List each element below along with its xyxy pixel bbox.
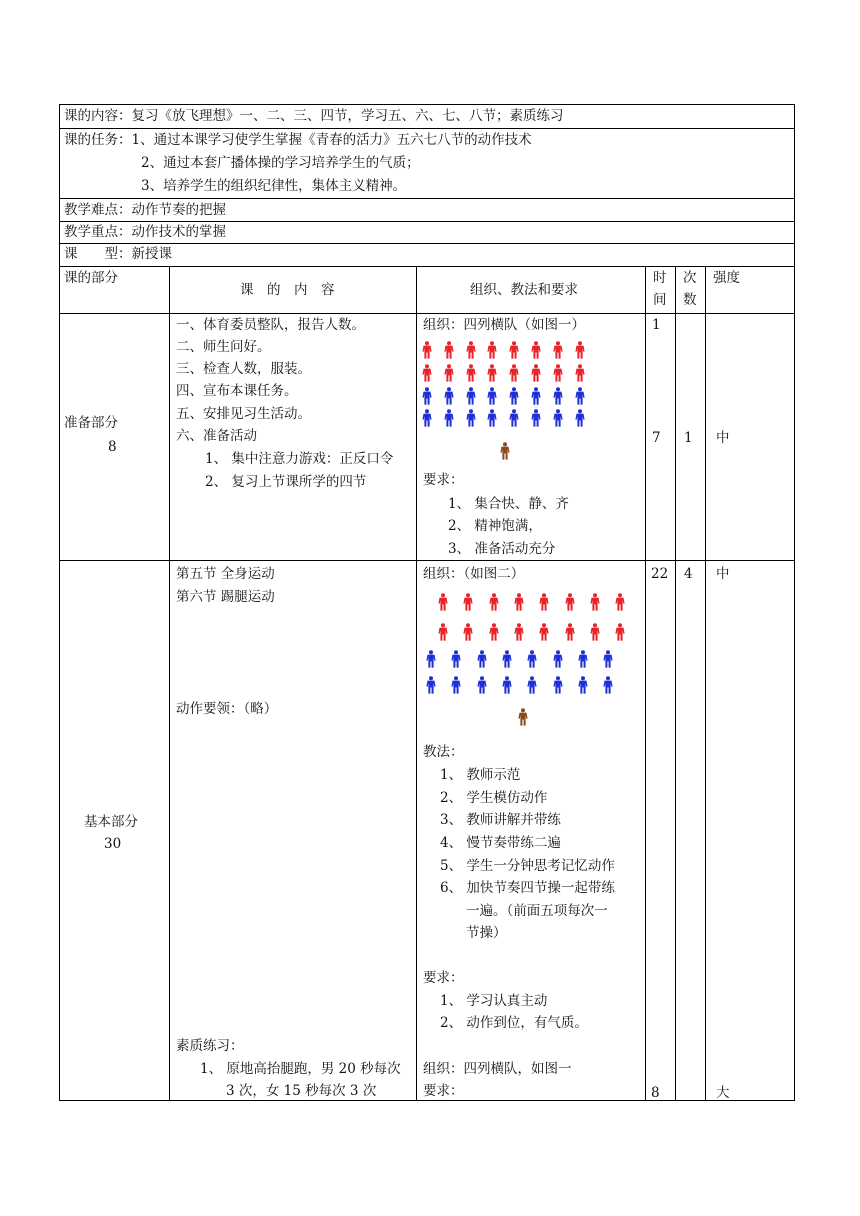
prep-req: 2、 精神饱满， [448,518,542,534]
person-red-icon [590,593,600,611]
person-red-icon [422,364,432,382]
col-header-content: 课 的 内 容 [240,282,335,298]
person-blue-icon [466,387,476,405]
person-red-icon [531,341,541,359]
person-red-icon [444,364,454,382]
person-red-icon [444,341,454,359]
teacher-icon [518,708,528,726]
difficulty-text: 动作节奏的把握 [131,202,226,218]
basic-org-2: 组织：四列横队，如图一 [423,1061,572,1077]
col-header-time-2: 间 [653,292,667,308]
prep-org: 组织：四列横队（如图一） [423,317,585,333]
basic-intensity-b: 大 [716,1085,730,1101]
person-blue-icon [502,650,512,668]
col-header-intensity: 强度 [713,270,740,286]
person-red-icon [531,364,541,382]
basic-req-label: 要求： [423,970,464,986]
prep-req-label: 要求： [423,472,464,488]
person-red-icon [590,623,600,641]
task-item-2: 2、通过本套广播体操的学习培养学生的气质； [141,155,420,171]
person-blue-icon [553,676,563,694]
person-blue-icon [531,387,541,405]
basic-req: 1、 学习认真主动 [440,993,548,1009]
person-red-icon [539,593,549,611]
person-blue-icon [578,676,588,694]
row-divider [59,198,795,199]
column-divider [416,266,417,1101]
column-divider [169,266,170,1101]
task-row [64,130,532,150]
prep-part-name: 准备部分 [64,415,118,431]
method-item: 1、 教师示范 [440,767,521,783]
person-blue-icon [451,676,461,694]
person-red-icon [463,593,473,611]
person-red-icon [565,593,575,611]
person-red-icon [575,364,585,382]
prep-time-a: 1 [652,317,661,333]
person-blue-icon [477,676,487,694]
basic-intensity-a: 中 [716,566,730,582]
person-blue-icon [509,387,519,405]
person-blue-icon [603,650,613,668]
prep-intensity: 中 [716,430,730,446]
quality-label: 素质练习： [176,1038,244,1054]
col-header-time-1: 时 [653,270,667,286]
method-continued: 一遍。（前面五项每次一 [466,903,608,919]
prep-item: 一、体育委员整队，报告人数。 [176,317,365,333]
person-red-icon [489,623,499,641]
person-red-icon [514,623,524,641]
person-red-icon [575,341,585,359]
person-red-icon [487,341,497,359]
person-blue-icon [502,676,512,694]
prep-req: 3、 准备活动充分 [448,541,556,557]
column-divider [645,266,646,1101]
person-blue-icon [575,409,585,427]
basic-essentials: 动作要领：（略） [176,701,278,717]
person-red-icon [615,593,625,611]
focus-text: 动作技术的掌握 [131,224,226,240]
formation-diagram-1 [422,341,622,461]
basic-count: 4 [684,566,693,582]
col-header-count-1: 次 [683,270,697,286]
person-red-icon [615,623,625,641]
basic-req2-label: 要求： [423,1083,464,1099]
basic-req: 2、 动作到位，有气质。 [440,1015,588,1031]
column-divider [705,266,706,1101]
prep-count: 1 [684,430,693,446]
method-item: 3、 教师讲解并带练 [440,812,561,828]
method-item: 5、 学生一分钟思考记忆动作 [440,858,615,874]
person-blue-icon [487,409,497,427]
prep-sub-item: 1、 集中注意力游戏：正反口令 [205,451,394,467]
person-blue-icon [527,650,537,668]
person-blue-icon [553,409,563,427]
content-row [64,106,564,126]
prep-time-b: 7 [652,430,661,446]
person-blue-icon [575,387,585,405]
person-blue-icon [426,650,436,668]
method-item: 6、 加快节奏四节操一起带练 [440,880,615,896]
type-label: 课 型： [64,246,132,262]
person-red-icon [466,341,476,359]
content-label: 课的内容： [64,108,132,124]
person-blue-icon [509,409,519,427]
type-text: 新授课 [131,246,172,262]
person-blue-icon [553,650,563,668]
method-item: 2、 学生模仿动作 [440,790,548,806]
quality-item-1: 1、 原地高抬腿跑，男 20 秒每次 [200,1061,401,1077]
col-header-part: 课的部分 [64,270,118,286]
col-header-count-2: 数 [683,292,697,308]
basic-time-b: 8 [651,1085,660,1101]
person-blue-icon [578,650,588,668]
task-item-1: 1、通过本课学习使学生掌握《青春的活力》五六七八节的动作技术 [131,132,532,148]
person-blue-icon [553,387,563,405]
person-red-icon [438,623,448,641]
column-divider [675,266,676,1101]
person-red-icon [553,341,563,359]
basic-part-minutes: 30 [104,836,122,852]
person-blue-icon [444,409,454,427]
basic-time-a: 22 [651,566,669,582]
person-red-icon [553,364,563,382]
row-divider [59,128,795,129]
person-red-icon [514,593,524,611]
person-red-icon [466,364,476,382]
basic-org: 组织：（如图二） [423,566,525,582]
content-text: 复习《放飞理想》一、二、三、四节，学习五、六、七、八节；素质练习 [131,108,564,124]
focus-row [64,222,226,242]
prep-sub-item: 2、 复习上节课所学的四节 [205,474,367,490]
formation-diagram-2 [426,590,636,740]
teacher-icon [500,442,510,460]
person-blue-icon [444,387,454,405]
basic-part-name: 基本部分 [84,814,138,830]
prep-item: 二、师生问好。 [176,339,271,355]
task-item-3: 3、培养学生的组织纪律性，集体主义精神。 [141,178,407,194]
person-red-icon [509,341,519,359]
person-blue-icon [451,650,461,668]
method-label: 教法： [423,744,464,760]
task-label: 课的任务： [64,132,132,148]
prep-item: 四、宣布本课任务。 [176,383,298,399]
col-header-org: 组织、教法和要求 [470,282,578,298]
person-red-icon [463,623,473,641]
person-red-icon [422,341,432,359]
type-row [64,244,172,264]
person-red-icon [539,623,549,641]
difficulty-label: 教学难点： [64,202,132,218]
basic-section-5: 第五节 全身运动 [176,566,275,582]
difficulty-row [64,200,226,220]
focus-label: 教学重点： [64,224,132,240]
prep-item: 五、安排见习生活动。 [176,406,311,422]
prep-part-minutes: 8 [108,439,117,455]
method-continued: 节操） [466,925,507,941]
person-red-icon [565,623,575,641]
person-blue-icon [487,387,497,405]
prep-item: 六、准备活动 [176,428,257,444]
person-blue-icon [426,676,436,694]
person-blue-icon [466,409,476,427]
person-blue-icon [531,409,541,427]
person-red-icon [438,593,448,611]
person-red-icon [487,364,497,382]
person-red-icon [489,593,499,611]
prep-item: 三、检查人数，服装。 [176,361,311,377]
person-blue-icon [477,650,487,668]
person-blue-icon [603,676,613,694]
method-item: 4、 慢节奏带练二遍 [440,835,561,851]
person-blue-icon [422,387,432,405]
person-red-icon [509,364,519,382]
quality-item-2: 3 次，女 15 秒每次 3 次 [226,1083,377,1099]
person-blue-icon [527,676,537,694]
basic-section-6: 第六节 踢腿运动 [176,589,275,605]
person-blue-icon [422,409,432,427]
prep-req: 1、 集合快、静、齐 [448,496,569,512]
